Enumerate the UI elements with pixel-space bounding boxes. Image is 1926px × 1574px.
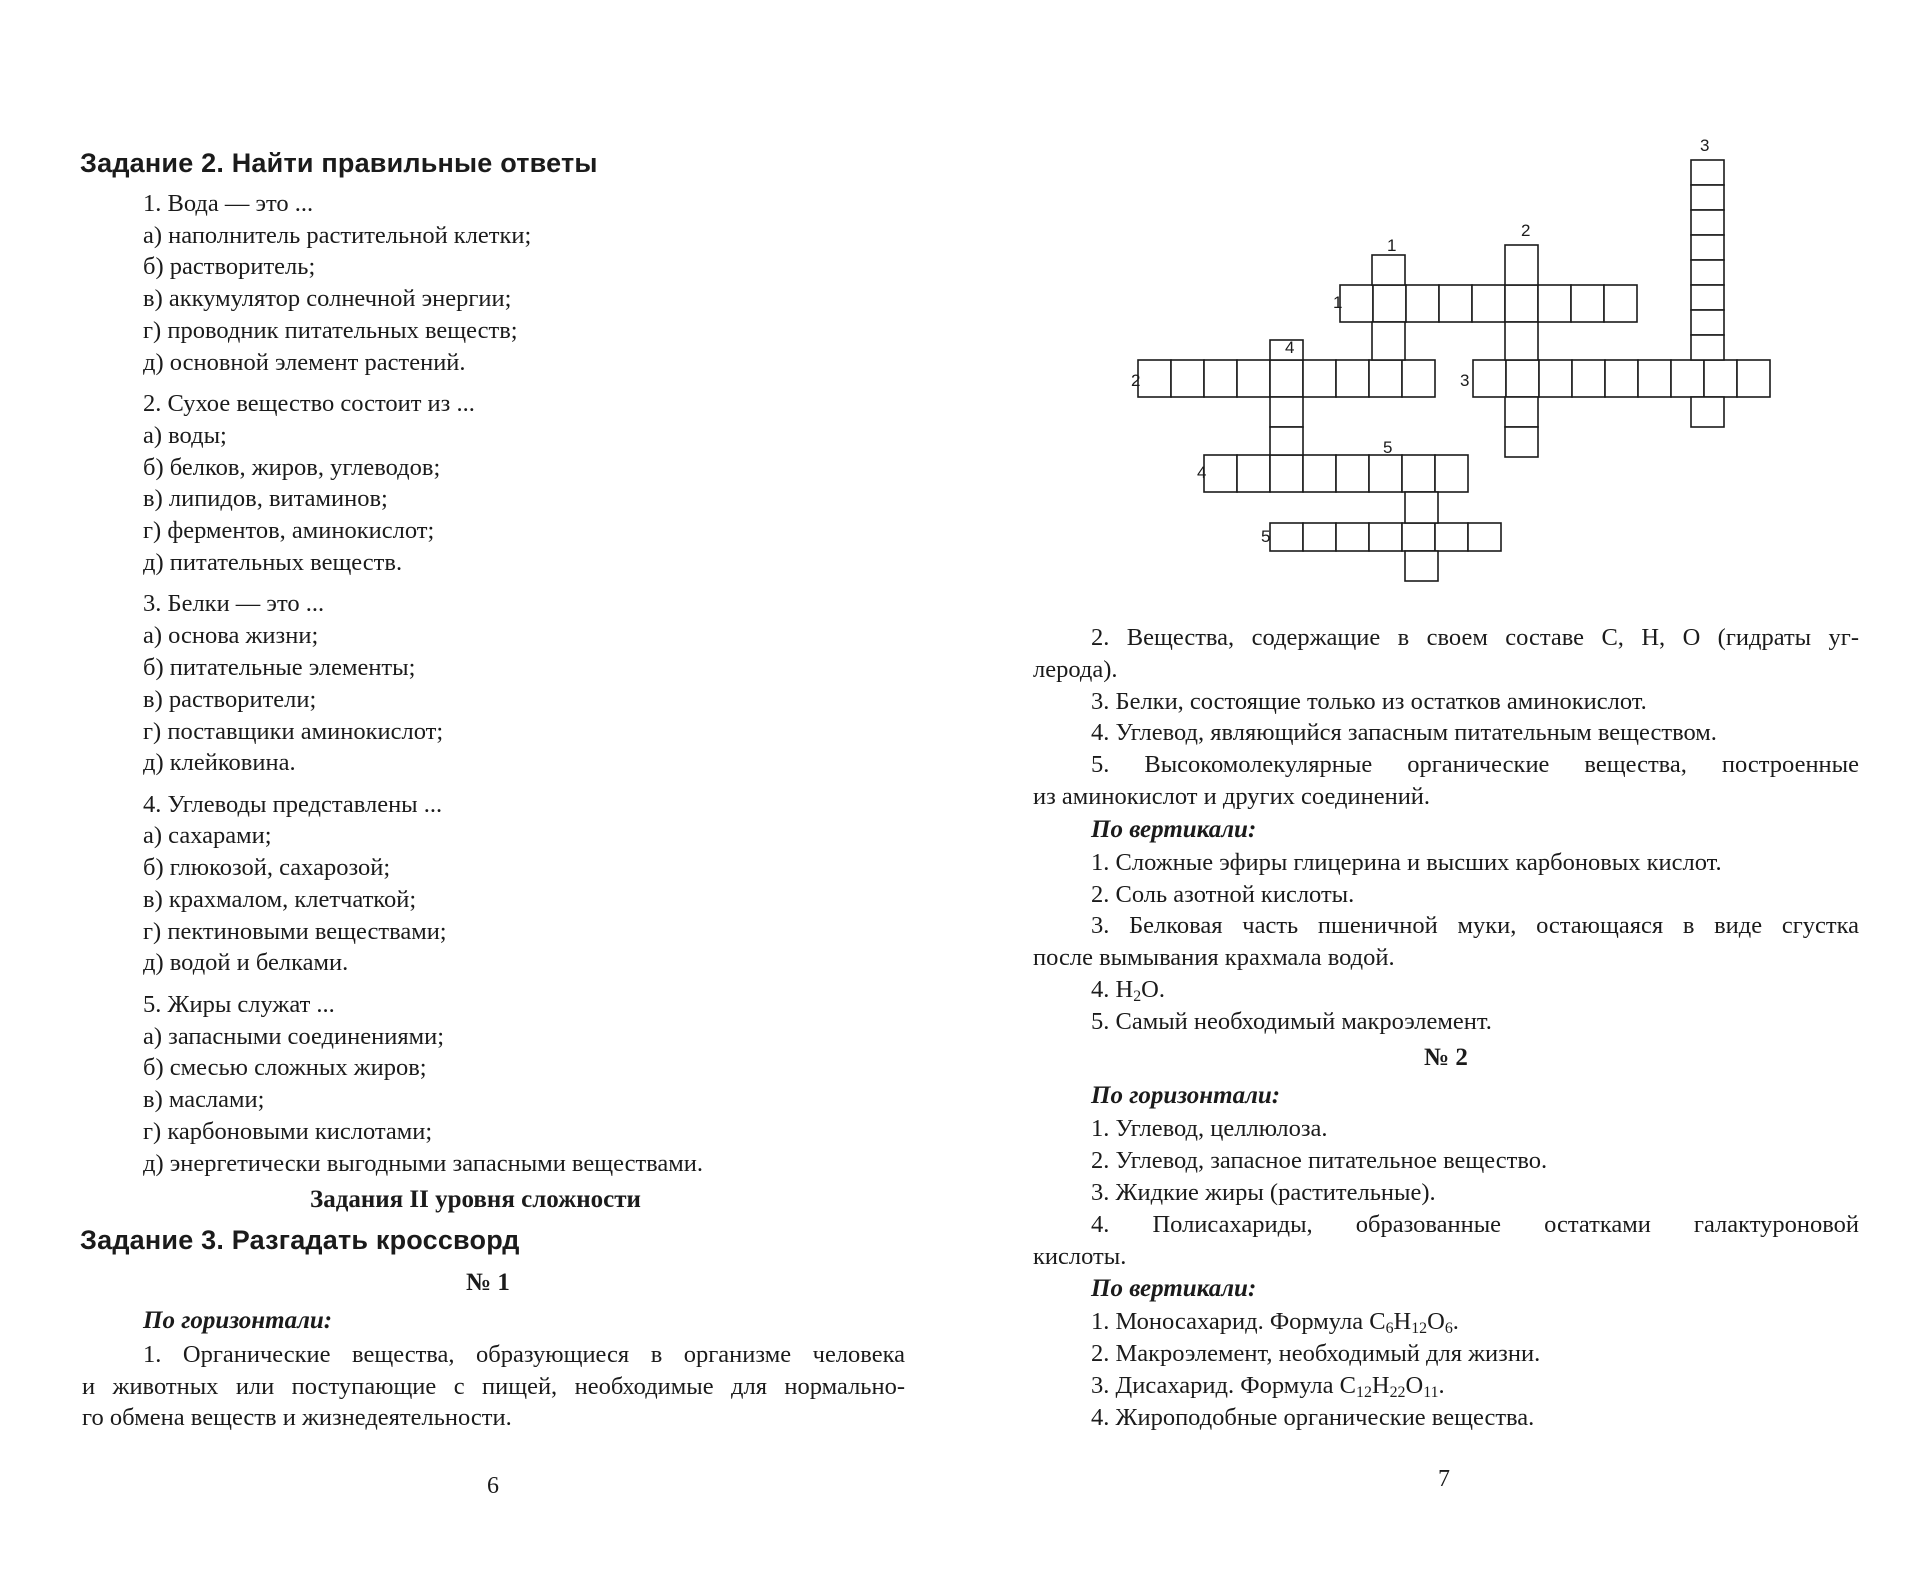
crossword-cell (1270, 523, 1303, 551)
crossword-number-v1: 1 (1387, 236, 1397, 255)
question-5: 5. Жиры служат ... (143, 991, 335, 1018)
crossword-grid (1131, 120, 1775, 620)
crossword-cell (1303, 455, 1336, 492)
crossword-cell (1405, 492, 1438, 523)
c1-v3-line: после вымывания крахмала водой. (1033, 944, 1395, 971)
crossword-cell (1336, 455, 1369, 492)
task2-heading: Задание 2. Найти правильные ответы (80, 148, 598, 178)
c1-h3: 3. Белки, состоящие только из остатков аминокислот. (1091, 688, 1647, 715)
c2-h2: 2. Углевод, запасное питательное вещество. (1091, 1147, 1548, 1174)
clue-h1-line: 1. Органические вещества, образующиеся в организме человека (143, 1341, 905, 1368)
crossword-cell (1372, 322, 1405, 360)
crossword-cell (1505, 245, 1538, 285)
question-1-option: б) растворитель; (143, 253, 316, 280)
question-1-option: в) аккумулятор солнечной энергии; (143, 285, 512, 312)
crossword-cell (1369, 360, 1402, 397)
question-4-option: а) сахарами; (143, 822, 272, 849)
c1-h5-line: 5. Высокомолекулярные органические вещества, построенные (1091, 751, 1859, 778)
crossword-number-h1: 1 (1333, 293, 1343, 312)
crossword-cell (1237, 455, 1270, 492)
crossword-cell (1691, 185, 1724, 210)
crossword-cell (1691, 285, 1724, 310)
crossword-cell (1691, 397, 1724, 427)
question-4-option: г) пектиновыми веществами; (143, 918, 447, 945)
crossword-cell (1704, 360, 1737, 397)
crossword-2-number: № 2 (1424, 1044, 1468, 1071)
question-5-option: б) смесью сложных жиров; (143, 1054, 427, 1081)
crossword-cell (1171, 360, 1204, 397)
crossword-cell (1473, 360, 1506, 397)
crossword-number-v5: 5 (1383, 438, 1393, 457)
crossword-cell (1204, 455, 1237, 492)
question-4-option: в) крахмалом, клетчаткой; (143, 886, 417, 913)
question-3: 3. Белки — это ... (143, 590, 325, 617)
crossword-number-v4: 4 (1285, 338, 1295, 357)
crossword-cell (1505, 285, 1538, 322)
crossword-cell (1671, 360, 1704, 397)
question-3-option: д) клейковина. (143, 749, 296, 776)
c2-v1: 1. Моносахарид. Формула $С_6Н_{12}О_6$. (1091, 1308, 1459, 1337)
question-3-option: г) поставщики аминокислот; (143, 718, 444, 745)
question-4-option: б) глюкозой, сахарозой; (143, 854, 391, 881)
question-2-option: д) питательных веществ. (143, 549, 403, 576)
c1-h4: 4. Углевод, являющийся запасным питательным веществом. (1091, 719, 1717, 746)
crossword-cell (1638, 360, 1671, 397)
c2-h1: 1. Углевод, целлюлоза. (1091, 1115, 1328, 1142)
crossword-number-h3: 3 (1460, 371, 1470, 390)
horizontal-label-2: По горизонтали: (1091, 1082, 1281, 1109)
c1-h2-line: 2. Вещества, содержащие в своем составе С, Н, О (гидраты уг- (1091, 624, 1859, 651)
crossword-cell (1605, 360, 1638, 397)
crossword-cell (1572, 360, 1605, 397)
question-1: 1. Вода — это ... (143, 190, 314, 217)
clue-h1-line: и животных или поступающие с пищей, необходимые для нормально- (82, 1373, 905, 1400)
c2-v3: 3. Дисахарид. Формула $С_{12}Н_{22}О_{11}$. (1091, 1372, 1445, 1401)
crossword-cell (1506, 360, 1539, 397)
task3-heading: Задание 3. Разгадать кроссворд (80, 1225, 520, 1255)
crossword-cell (1571, 285, 1604, 322)
question-5-option: г) карбоновыми кислотами; (143, 1118, 433, 1145)
question-1-option: а) наполнитель растительной клетки; (143, 222, 532, 249)
c2-v4: 4. Жироподобные органические вещества. (1091, 1404, 1535, 1431)
crossword-cell (1204, 360, 1237, 397)
crossword-cell (1138, 360, 1171, 397)
crossword-cell (1539, 360, 1572, 397)
crossword-cell (1303, 360, 1336, 397)
crossword-cell (1505, 322, 1538, 360)
crossword-cell (1402, 360, 1435, 397)
question-5-option: д) энергетически выгодными запасными веществами. (143, 1150, 704, 1177)
question-2: 2. Сухое вещество состоит из ... (143, 390, 475, 417)
c2-h4-line: 4. Полисахариды, образованные остатками галактуроновой (1091, 1211, 1859, 1238)
crossword-cell (1402, 455, 1435, 492)
question-5-option: а) запасными соединениями; (143, 1023, 445, 1050)
c2-h4-line: кислоты. (1033, 1243, 1127, 1270)
question-1-option: г) проводник питательных веществ; (143, 317, 518, 344)
c1-h2-line: лерода). (1033, 656, 1118, 683)
crossword-cell (1435, 523, 1468, 551)
question-2-option: в) липидов, витаминов; (143, 485, 388, 512)
page-number: 6 (487, 1473, 499, 1499)
crossword-cell (1691, 235, 1724, 260)
crossword-cell (1691, 160, 1724, 185)
c1-v2: 2. Соль азотной кислоты. (1091, 881, 1355, 908)
crossword-cell (1505, 397, 1538, 427)
crossword-number-h2: 2 (1131, 371, 1141, 390)
crossword-number-v3: 3 (1700, 136, 1710, 155)
crossword-cell (1336, 523, 1369, 551)
question-3-option: а) основа жизни; (143, 622, 319, 649)
crossword-cell (1691, 310, 1724, 335)
level-heading: Задания II уровня сложности (310, 1186, 641, 1213)
crossword-cell (1439, 285, 1472, 322)
crossword-cell (1472, 285, 1505, 322)
vertical-label-2: По вертикали: (1091, 1275, 1257, 1302)
clue-h1-line: го обмена веществ и жизнедеятельности. (82, 1404, 512, 1431)
crossword-cell (1303, 523, 1336, 551)
crossword-cell (1468, 523, 1501, 551)
c1-v5: 5. Самый необходимый макроэлемент. (1091, 1008, 1492, 1035)
question-3-option: в) растворители; (143, 686, 317, 713)
crossword-cell (1270, 455, 1303, 492)
question-2-option: б) белков, жиров, углеводов; (143, 454, 441, 481)
c1-v3-line: 3. Белковая часть пшеничной муки, остающаяся в виде сгустка (1091, 912, 1859, 939)
crossword-cell (1372, 255, 1405, 285)
question-3-option: б) питательные элементы; (143, 654, 416, 681)
crossword-cell (1604, 285, 1637, 322)
crossword-cell (1369, 523, 1402, 551)
page-number-right: 7 (1438, 1466, 1450, 1492)
crossword-cell (1435, 455, 1468, 492)
crossword-number-v2: 2 (1521, 221, 1531, 240)
crossword-cell (1405, 551, 1438, 581)
crossword-cell (1369, 455, 1402, 492)
c2-v2: 2. Макроэлемент, необходимый для жизни. (1091, 1340, 1541, 1367)
vertical-label: По вертикали: (1091, 816, 1257, 843)
crossword-cell (1237, 360, 1270, 397)
crossword-cell (1691, 335, 1724, 360)
crossword-cell (1270, 397, 1303, 427)
crossword-number-h4: 4 (1197, 463, 1207, 482)
crossword-cell (1737, 360, 1770, 397)
crossword-cell (1340, 285, 1373, 322)
c2-h3: 3. Жидкие жиры (растительные). (1091, 1179, 1436, 1206)
crossword-cell (1505, 427, 1538, 457)
crossword-cell (1406, 285, 1439, 322)
crossword-cell (1538, 285, 1571, 322)
question-4: 4. Углеводы представлены ... (143, 791, 443, 818)
crossword-cell (1402, 523, 1435, 551)
crossword-cell (1270, 360, 1303, 397)
question-2-option: а) воды; (143, 422, 227, 449)
question-1-option: д) основной элемент растений. (143, 349, 466, 376)
crossword-cell (1691, 260, 1724, 285)
c1-v1: 1. Сложные эфиры глицерина и высших карбоновых кислот. (1091, 849, 1722, 876)
crossword-cell (1373, 285, 1406, 322)
crossword-cell (1691, 210, 1724, 235)
c1-v4: 4. $Н_2О$. (1091, 976, 1165, 1005)
question-2-option: г) ферментов, аминокислот; (143, 517, 435, 544)
crossword-number-h5: 5 (1261, 527, 1271, 546)
c1-h5-line: из аминокислот и других соединений. (1033, 783, 1431, 810)
question-5-option: в) маслами; (143, 1086, 265, 1113)
crossword-cell (1336, 360, 1369, 397)
horizontal-label: По горизонтали: (143, 1307, 333, 1334)
crossword-1-number: № 1 (466, 1269, 510, 1296)
question-4-option: д) водой и белками. (143, 949, 349, 976)
crossword-cell (1270, 427, 1303, 455)
